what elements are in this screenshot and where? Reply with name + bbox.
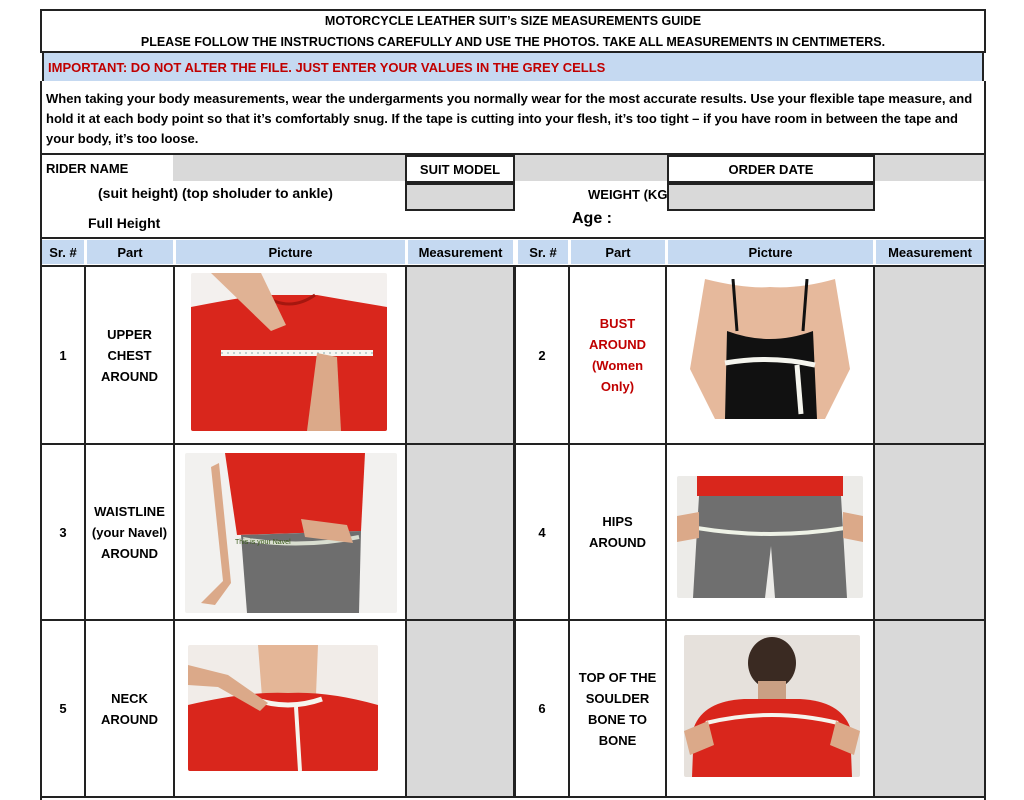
sheet-title: MOTORCYCLE LEATHER SUIT’s SIZE MEASUREMENTS GUIDE: [324, 14, 702, 28]
part-waistline: WAISTLINE (your Navel) AROUND: [91, 503, 168, 561]
title-box: [40, 9, 986, 53]
order-date-label: ORDER DATE: [667, 155, 875, 183]
side-border-left: [40, 181, 42, 239]
sr-4: 4: [538, 524, 546, 540]
header-sr-right: Sr. #: [518, 240, 568, 264]
header-measurement-right: Measurement: [876, 240, 984, 264]
sr-3: 3: [59, 524, 67, 540]
measurement-field-2[interactable]: [875, 267, 984, 443]
important-note: IMPORTANT: DO NOT ALTER THE FILE. JUST ENTER YOUR VALUES IN THE GREY CELLS: [48, 59, 606, 75]
col-divider-6: [665, 267, 667, 798]
intro-box: [40, 81, 986, 155]
weight-field[interactable]: [667, 183, 875, 211]
part-upper-chest: UPPER CHEST AROUND: [100, 326, 159, 384]
part-neck: NECK AROUND: [100, 690, 159, 727]
sr-1: 1: [59, 347, 67, 363]
suit-height-label: (suit height) (top sholuder to ankle): [98, 185, 333, 201]
measurement-field-6[interactable]: [875, 621, 984, 796]
photo-bust: [685, 279, 855, 419]
col-divider-2: [173, 267, 175, 798]
side-border-right: [984, 181, 986, 239]
measurement-field-1[interactable]: [407, 267, 513, 443]
sr-6: 6: [538, 701, 546, 716]
header-part-right: Part: [571, 240, 665, 264]
sheet-subtitle: PLEASE FOLLOW THE INSTRUCTIONS CAREFULLY AND USE THE PHOTOS. TAKE ALL MEASUREMENTS IN CENTIMETERS.: [140, 35, 886, 49]
suit-model-field[interactable]: [515, 155, 667, 181]
header-part-left: Part: [87, 240, 173, 264]
header-picture-left: Picture: [176, 240, 405, 264]
full-height-label: Full Height: [88, 215, 161, 231]
photo-hips: [677, 476, 863, 598]
weight-label: WEIGHT (KG: [588, 187, 668, 202]
rider-name-field[interactable]: [173, 155, 405, 181]
order-date-field[interactable]: [875, 155, 986, 181]
sr-5: 5: [59, 701, 67, 716]
measurement-field-5[interactable]: [407, 621, 513, 796]
header-sr-left: Sr. #: [42, 240, 84, 264]
photo-shoulder: [684, 635, 860, 777]
rider-name-label: RIDER NAME: [40, 155, 173, 181]
measurement-sheet: [40, 9, 986, 800]
header-picture-right: Picture: [668, 240, 873, 264]
photo-caption: This is your Navel: [235, 539, 291, 546]
photo-neck: [188, 645, 378, 771]
measurement-field-4[interactable]: [875, 445, 984, 619]
part-hips: HIPS AROUND: [588, 514, 647, 550]
suit-height-field[interactable]: [405, 183, 515, 211]
sr-2: 2: [538, 347, 546, 363]
photo-waistline: [185, 453, 397, 613]
part-shoulder: TOP OF THE SOULDER BONE TO BONE: [578, 669, 657, 748]
important-bar: [42, 53, 984, 81]
intro-text: When taking your body measurements, wear the undergarments you normally wear for the most accurate results. Use your flexible tape measure, and hold it at each body point so that it’s comfortably snug. If the tape is cutting into your flesh, it’s too tight – if you have room in between the tape and your body, it’s too loose.: [46, 91, 973, 146]
header-measurement-left: Measurement: [408, 240, 513, 264]
measurement-field-3[interactable]: [407, 445, 513, 619]
age-label: Age :: [572, 210, 612, 227]
suit-model-label: SUIT MODEL: [405, 155, 515, 183]
part-bust: BUST AROUND (Women Only): [588, 316, 647, 394]
photo-upper-chest: [191, 273, 387, 431]
